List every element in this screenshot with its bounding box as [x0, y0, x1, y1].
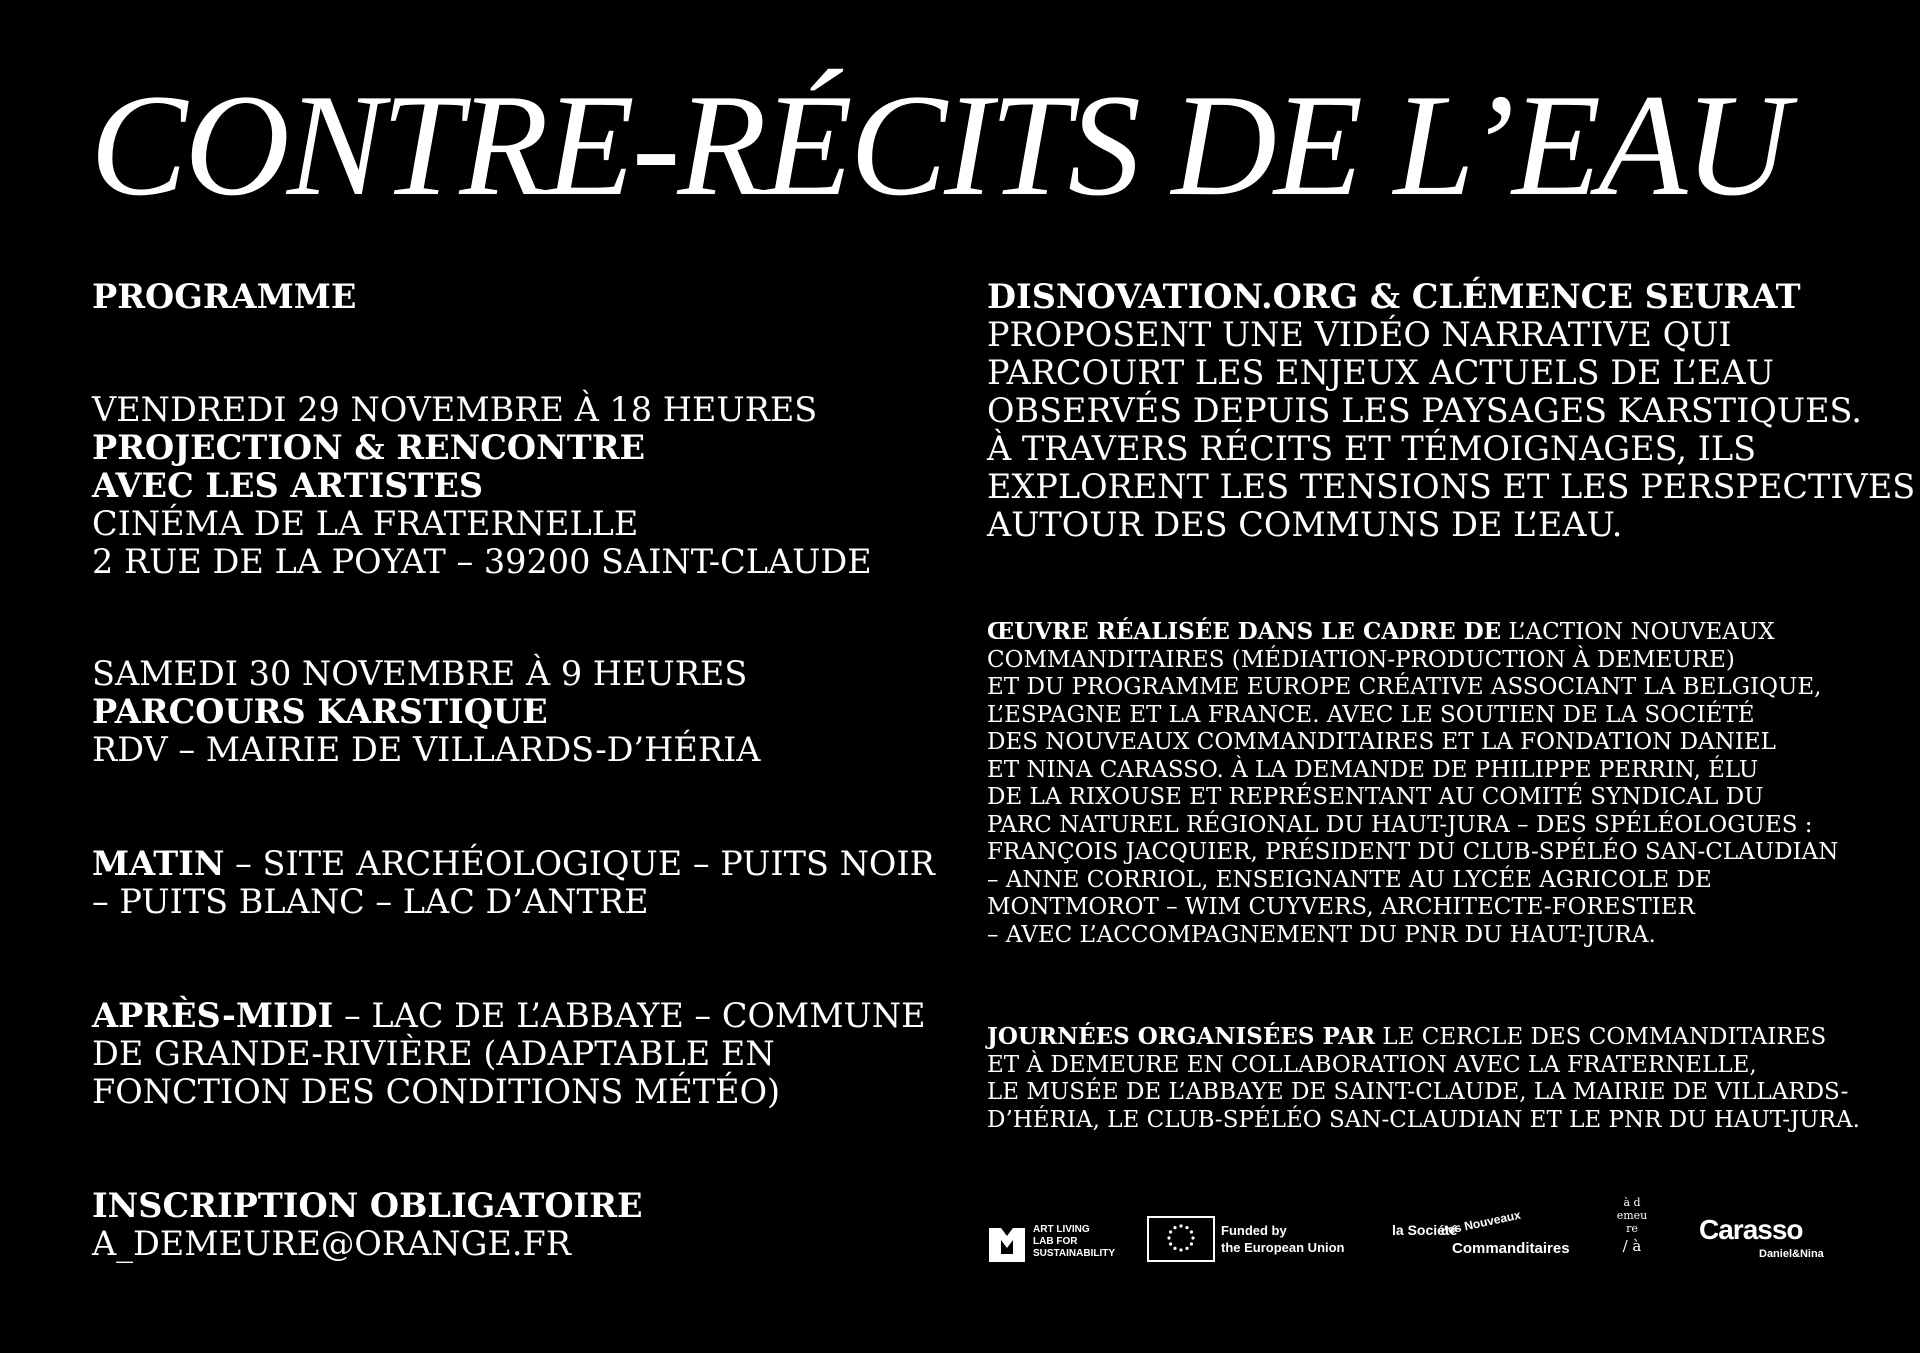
organizers-line: JOURNÉES ORGANISÉES PAR LE CERCLE DES COMMANDITAIRES: [987, 1023, 1827, 1050]
carasso-logo: [1699, 1210, 1829, 1266]
eu-flag-icon: [1147, 1216, 1215, 1262]
eu-funding-text: the European Union: [1221, 1240, 1345, 1255]
registration-email[interactable]: A_DEMEURE@ORANGE.FR: [92, 1224, 571, 1263]
a-demeure-text: / à: [1622, 1237, 1642, 1255]
eu-funding-text: Funded by: [1221, 1223, 1287, 1238]
a-demeure-text: emeu: [1616, 1209, 1648, 1222]
art-living-lab-icon: [987, 1224, 1027, 1264]
afternoon-line: FONCTION DES CONDITIONS MÉTÉO): [92, 1072, 781, 1111]
credits-line: – ANNE CORRIOL, ENSEIGNANTE AU LYCÉE AGRICOLE DE: [987, 866, 1712, 893]
societe-text: la Société: [1392, 1222, 1458, 1238]
description-line: OBSERVÉS DEPUIS LES PAYSAGES KARSTIQUES.: [987, 391, 1862, 430]
artists-name: DISNOVATION.ORG & CLÉMENCE SEURAT: [987, 277, 1801, 316]
event-friday: [92, 391, 972, 581]
carasso-subtext: Daniel&Nina: [1759, 1248, 1824, 1260]
registration-label: INSCRIPTION OBLIGATOIRE: [92, 1186, 643, 1225]
eu-funding-logo: [1147, 1216, 1372, 1264]
credits-line: L’ESPAGNE ET LA FRANCE. AVEC LE SOUTIEN DE LA SOCIÉTÉ: [987, 701, 1755, 728]
morning-line: MATIN – SITE ARCHÉOLOGIQUE – PUITS NOIR: [92, 844, 935, 883]
organizers-paragraph: [987, 1023, 1860, 1134]
credits-line: DES NOUVEAUX COMMANDITAIRES ET LA FONDATION DANIEL: [987, 729, 1776, 755]
credits-line: PARC NATUREL RÉGIONAL DU HAUT-JURA – DES SPÉLÉOLOGUES :: [987, 811, 1813, 838]
societe-nouveaux-commanditaires-logo: [1392, 1207, 1577, 1266]
description-line: À TRAVERS RÉCITS ET TÉMOIGNAGES, ILS: [987, 429, 1757, 468]
event-address: 2 RUE DE LA POYAT – 39200 SAINT-CLAUDE: [92, 542, 872, 581]
schedule-morning: [92, 845, 972, 921]
event-date: VENDREDI 29 NOVEMBRE À 18 HEURES: [92, 390, 818, 429]
registration: [92, 1187, 972, 1263]
poster-title: CONTRE-RÉCITS DE L’EAU: [90, 64, 1787, 226]
programme-label: PROGRAMME: [92, 277, 357, 316]
event-title: AVEC LES ARTISTES: [92, 466, 484, 505]
a-demeure-text: à d: [1623, 1196, 1641, 1209]
credits-line: ET DU PROGRAMME EUROPE CRÉATIVE ASSOCIANT LA BELGIQUE,: [987, 674, 1822, 700]
credits-line: FRANÇOIS JACQUIER, PRÉSIDENT DU CLUB-SPÉLÉO SAN-CLAUDIAN: [987, 839, 1839, 865]
art-living-lab-text: LAB FOR: [1033, 1236, 1078, 1247]
event-title: PARCOURS KARSTIQUE: [92, 692, 548, 731]
carasso-text: Carasso: [1699, 1214, 1803, 1245]
event-place: RDV – MAIRIE DE VILLARDS-D’HÉRIA: [92, 730, 761, 769]
programme-column: [92, 278, 972, 1263]
credits-line: COMMANDITAIRES (MÉDIATION-PRODUCTION À DEMEURE): [987, 646, 1735, 673]
organizers-line: LE MUSÉE DE L’ABBAYE DE SAINT-CLAUDE, LA MAIRIE DE VILLARDS-: [987, 1079, 1849, 1105]
art-living-lab-logo: [987, 1224, 1116, 1268]
event-saturday: [92, 655, 972, 769]
societe-text: Commanditaires: [1452, 1240, 1570, 1257]
description-line: AUTOUR DES COMMUNS DE L’EAU.: [987, 505, 1623, 544]
afternoon-line: DE GRANDE-RIVIÈRE (ADAPTABLE EN: [92, 1034, 775, 1073]
a-demeure-text: re: [1626, 1222, 1638, 1235]
description-column: [987, 277, 1916, 1134]
credits-line: – AVEC L’ACCOMPAGNEMENT DU PNR DU HAUT-JURA.: [987, 921, 1656, 948]
credits-line: DE LA RIXOUSE ET REPRÉSENTANT AU COMITÉ SYNDICAL DU: [987, 784, 1764, 810]
a-demeure-logo: [1612, 1196, 1652, 1266]
credits-line: ET NINA CARASSO. À LA DEMANDE DE PHILIPPE PERRIN, ÉLU: [987, 756, 1759, 783]
schedule-afternoon: [92, 997, 972, 1111]
art-living-lab-text: ART LIVING: [1033, 1224, 1090, 1235]
credits-line: ŒUVRE RÉALISÉE DANS LE CADRE DE L’ACTION NOUVEAUX: [987, 618, 1775, 645]
description-line: PARCOURT LES ENJEUX ACTUELS DE L’EAU: [987, 353, 1774, 392]
event-title: PROJECTION & RENCONTRE: [92, 428, 645, 467]
artwork-description: [987, 277, 1916, 544]
event-place: CINÉMA DE LA FRATERNELLE: [92, 504, 639, 543]
organizers-line: D’HÉRIA, LE CLUB-SPÉLÉO SAN-CLAUDIAN ET LE PNR DU HAUT-JURA.: [987, 1106, 1860, 1133]
organizers-line: ET À DEMEURE EN COLLABORATION AVEC LA FRATERNELLE,: [987, 1051, 1757, 1078]
description-line: EXPLORENT LES TENSIONS ET LES PERSPECTIVES: [987, 467, 1916, 506]
partner-logos: [987, 1196, 1832, 1268]
afternoon-line: APRÈS-MIDI – LAC DE L’ABBAYE – COMMUNE: [92, 996, 926, 1035]
credits-line: MONTMOROT – WIM CUYVERS, ARCHITECTE-FORESTIER: [987, 894, 1695, 920]
art-living-lab-text: SUSTAINABILITY: [1033, 1248, 1116, 1259]
description-line: PROPOSENT UNE VIDÉO NARRATIVE QUI: [987, 315, 1732, 354]
societe-text: des Nouveaux: [1439, 1207, 1522, 1239]
event-date: SAMEDI 30 NOVEMBRE À 9 HEURES: [92, 654, 748, 693]
morning-line: – PUITS BLANC – LAC D’ANTRE: [92, 882, 649, 921]
credits-paragraph: [987, 618, 1837, 949]
